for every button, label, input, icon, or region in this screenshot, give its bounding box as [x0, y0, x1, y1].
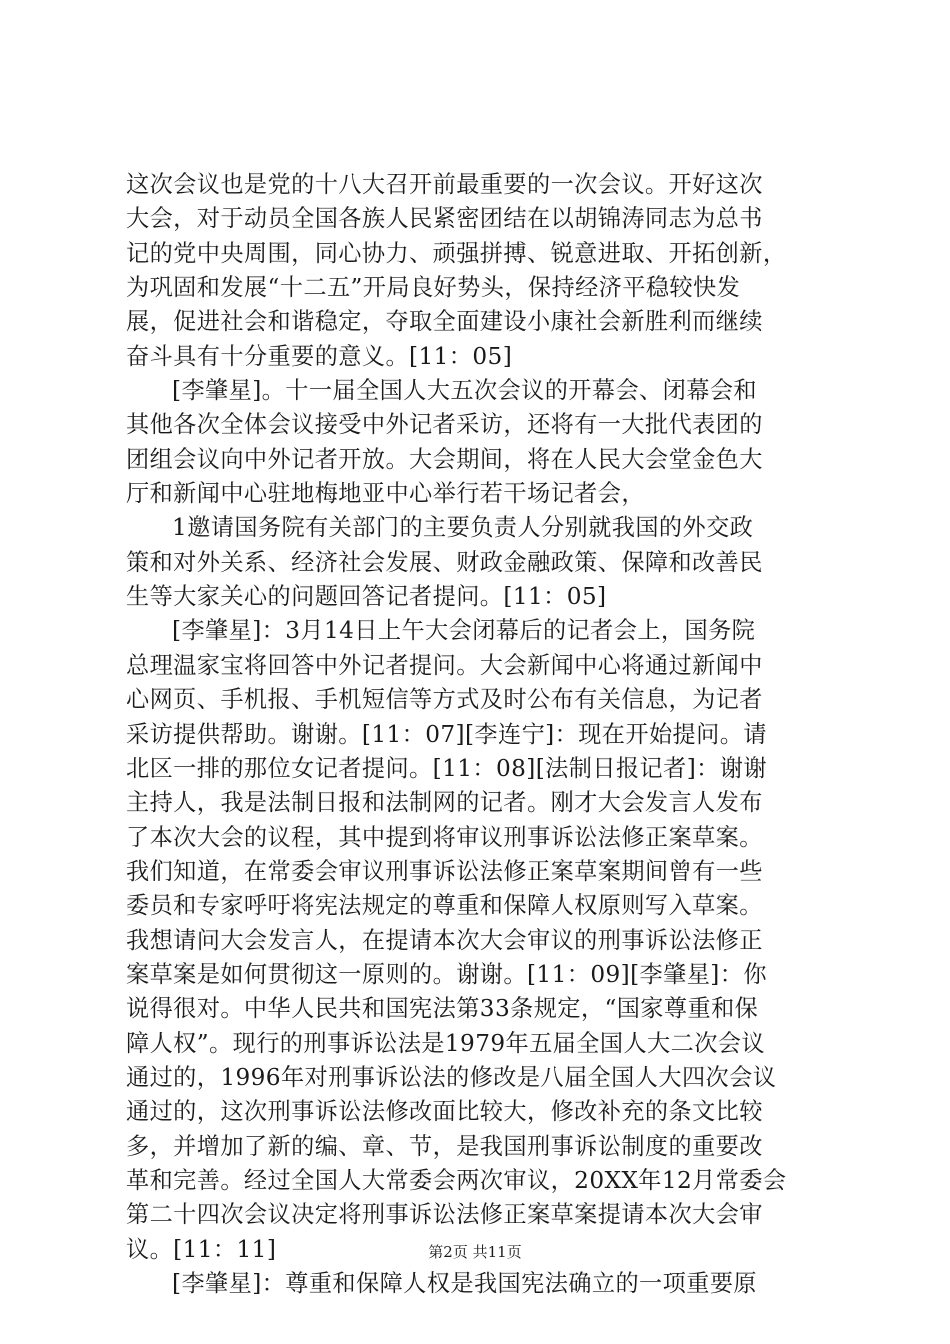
text-line: 心网页、手机报、手机短信等方式及时公布有关信息，为记者 — [126, 686, 763, 714]
document-body — [126, 168, 838, 1301]
text-line: 我想请问大会发言人，在提请本次大会审议的刑事诉讼法修正 — [126, 926, 763, 954]
text-line: 1邀请国务院有关部门的主要负责人分别就我国的外交政 — [172, 514, 754, 542]
text-line: 展，促进社会和谐稳定，夺取全面建设小康社会新胜利而继续 — [126, 308, 763, 336]
text-line: 多，并增加了新的编、章、节，是我国刑事诉讼制度的重要改 — [126, 1132, 763, 1160]
text-line: 厅和新闻中心驻地梅地亚中心举行若干场记者会， — [126, 480, 645, 508]
text-line: 通过的，1996年对刑事诉讼法的修改是八届全国人大四次会议 — [126, 1063, 777, 1091]
text-line: 第二十四次会议决定将刑事诉讼法修正案草案提请本次大会审 — [126, 1201, 763, 1229]
text-line: [李肇星]：3月14日上午大会闭幕后的记者会上，国务院 — [172, 617, 756, 645]
text-line: 委员和专家呼吁将宪法规定的尊重和保障人权原则写入草案。 — [126, 892, 763, 920]
text-line: 采访提供帮助。谢谢。[11：07][李连宁]：现在开始提问。请 — [126, 720, 767, 748]
text-line: 我们知道，在常委会审议刑事诉讼法修正案草案期间曾有一些 — [126, 857, 763, 885]
text-line: 案草案是如何贯彻这一原则的。谢谢。[11：09][李肇星]：你 — [126, 960, 767, 988]
text-line: 革和完善。经过全国人大常委会两次审议，20XX年12月常委会 — [126, 1166, 787, 1194]
text-line: 奋斗具有十分重要的意义。[11：05] — [126, 342, 513, 370]
text-line: 团组会议向中外记者开放。大会期间，将在人民大会堂金色大 — [126, 445, 763, 473]
text-line: 通过的，这次刑事诉讼法修改面比较大，修改补充的条文比较 — [126, 1098, 763, 1126]
text-line: 策和对外关系、经济社会发展、财政金融政策、保障和改善民 — [126, 548, 763, 576]
text-line: 这次会议也是党的十八大召开前最重要的一次会议。开好这次 — [126, 171, 763, 198]
text-line: 为巩固和发展“十二五”开局良好势头，保持经济平稳较快发 — [126, 274, 741, 302]
text-line: 主持人，我是法制日报和法制网的记者。刚才大会发言人发布 — [126, 789, 763, 817]
text-line: 北区一排的那位女记者提问。[11：08][法制日报记者]：谢谢 — [126, 754, 767, 782]
text-line: 生等大家关心的问题回答记者提问。[11：05] — [126, 583, 607, 611]
text-line: 说得很对。中华人民共和国宪法第33条规定，“国家尊重和保 — [126, 995, 759, 1023]
text-line: 其他各次全体会议接受中外记者采访，还将有一大批代表团的 — [126, 411, 763, 439]
text-line: 议。[11：11] — [126, 1235, 277, 1263]
text-line: [李肇星]。十一届全国人大五次会议的开幕会、闭幕会和 — [172, 377, 757, 405]
page-footer: 第2页 共11页 — [428, 1243, 522, 1261]
text-line: 记的党中央周围，同心协力、顽强拼搏、锐意进取、开拓创新， — [126, 239, 787, 267]
text-line: [李肇星]：尊重和保障人权是我国宪法确立的一项重要原 — [172, 1270, 757, 1297]
text-line: 大会，对于动员全国各族人民紧密团结在以胡锦涛同志为总书 — [126, 205, 763, 233]
text-line: 总理温家宝将回答中外记者提问。大会新闻中心将通过新闻中 — [126, 651, 763, 679]
text-line: 了本次大会的议程，其中提到将审议刑事诉讼法修正案草案。 — [126, 823, 763, 851]
text-line: 障人权”。现行的刑事诉讼法是1979年五届全国人大二次会议 — [126, 1029, 765, 1057]
